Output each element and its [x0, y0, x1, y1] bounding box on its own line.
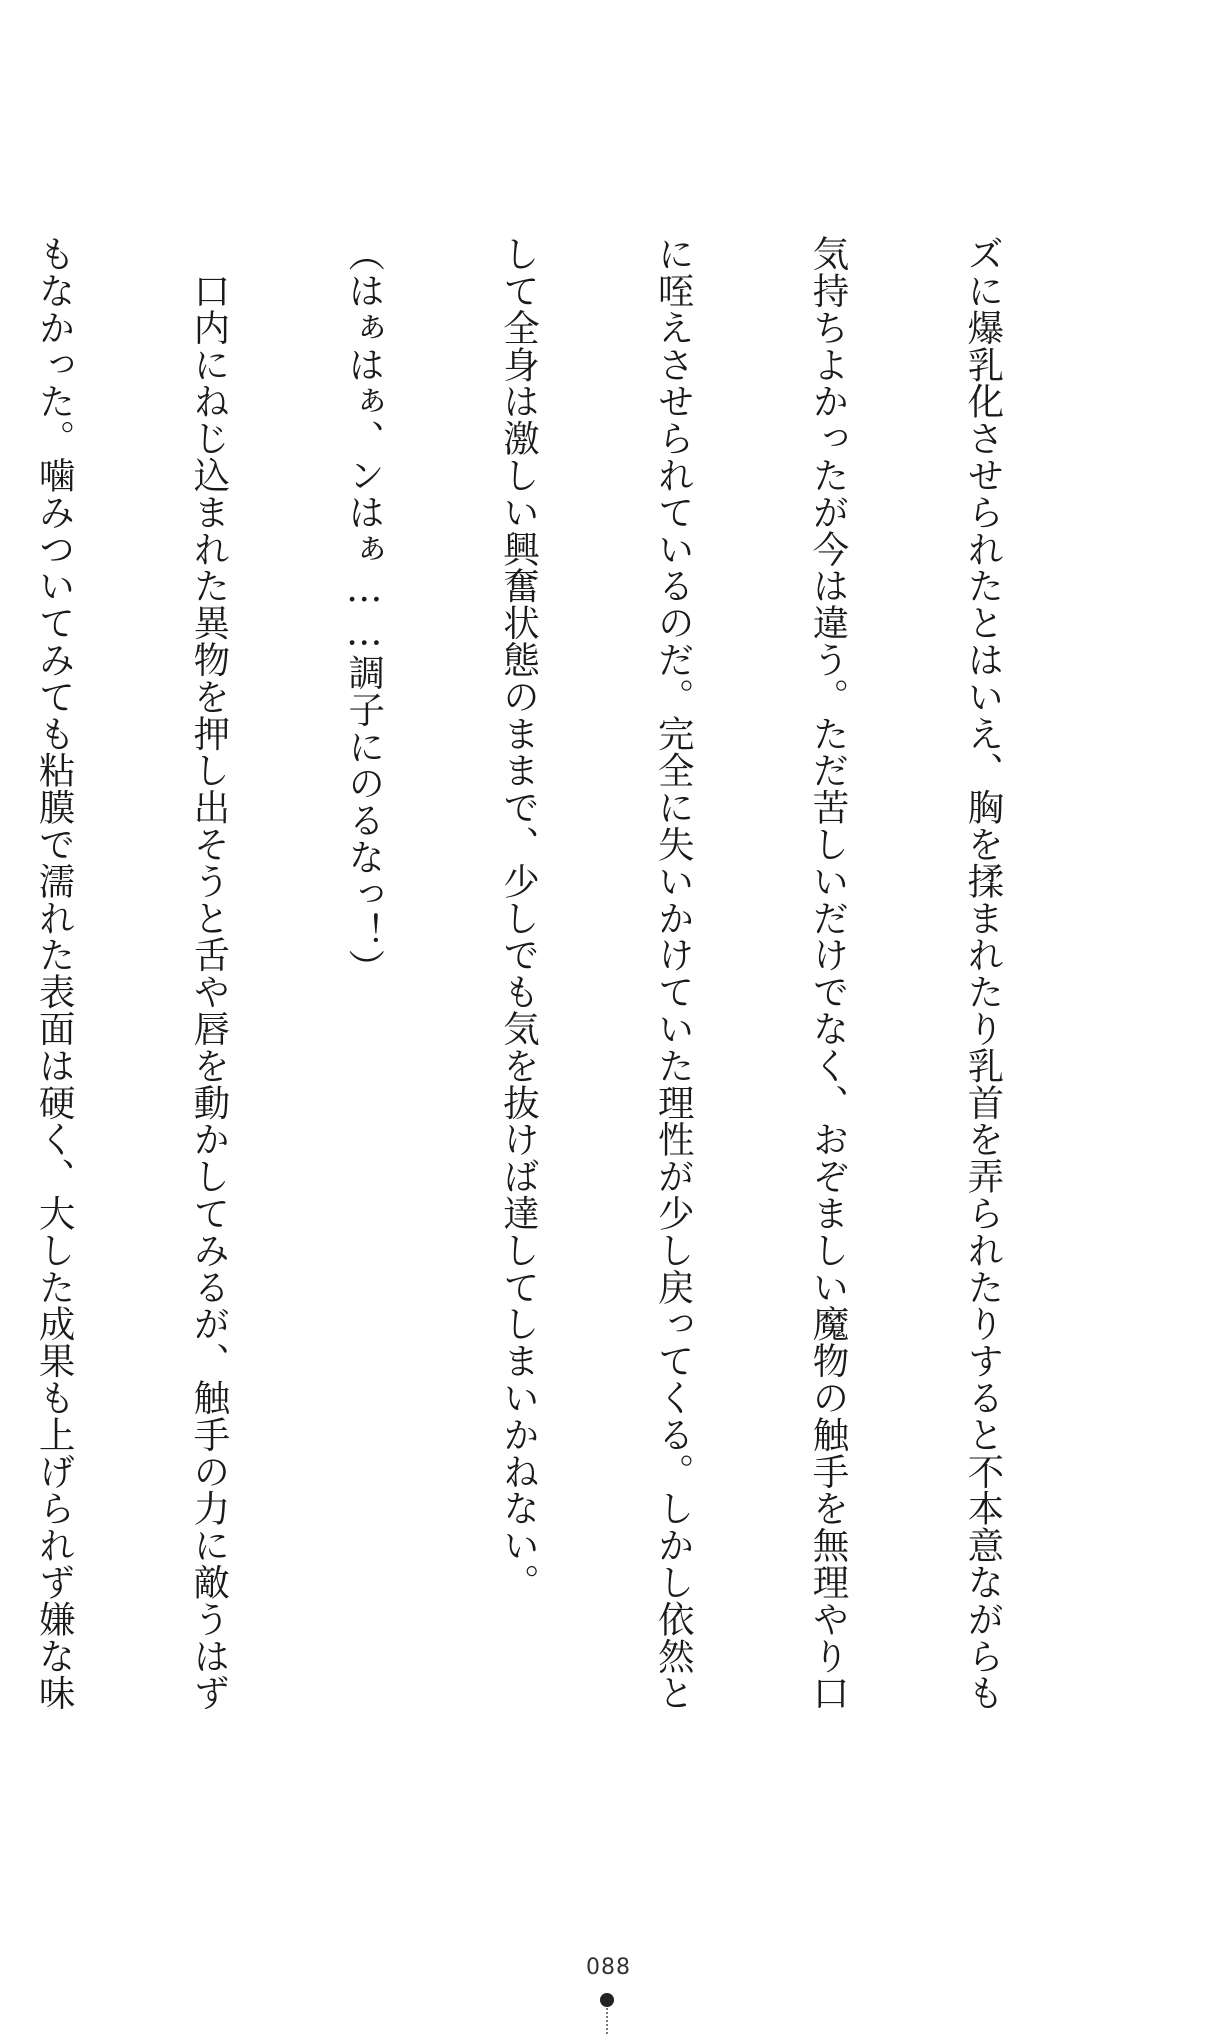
text-line: 気持ちよかったが今は違う。ただ苦しいだけでなく、おぞましい魔物の触手を無理やり口 — [807, 235, 851, 1711]
text-line: （はぁはぁ、ンはぁ……調子にのるなっ！） — [342, 235, 386, 986]
text-line: して全身は激しい興奮状態のままで、少しでも気を抜けば達してしまいかねない。 — [497, 235, 541, 1601]
page-dotted-rule — [606, 2008, 608, 2034]
page-number: 088 — [586, 1955, 631, 1980]
page-dot-ornament — [600, 1993, 614, 2007]
text-line: ズに爆乳化させられたとはいえ、胸を揉まれたり乳首を弄られたりすると不本意ながらも — [961, 235, 1005, 1711]
text-line: 口内にねじ込まれた異物を押し出そうと舌や唇を動かしてみるが、触手の力に敵うはず — [187, 235, 231, 1711]
body-text — [0, 235, 1112, 1765]
text-line: に咥えさせられているのだ。完全に失いかけていた理性が少し戻ってくる。しかし依然と — [652, 235, 696, 1711]
text-line: もなかった。噛みついてみても粘膜で濡れた表面は硬く、大した成果も上げられず嫌な味 — [33, 235, 77, 1711]
